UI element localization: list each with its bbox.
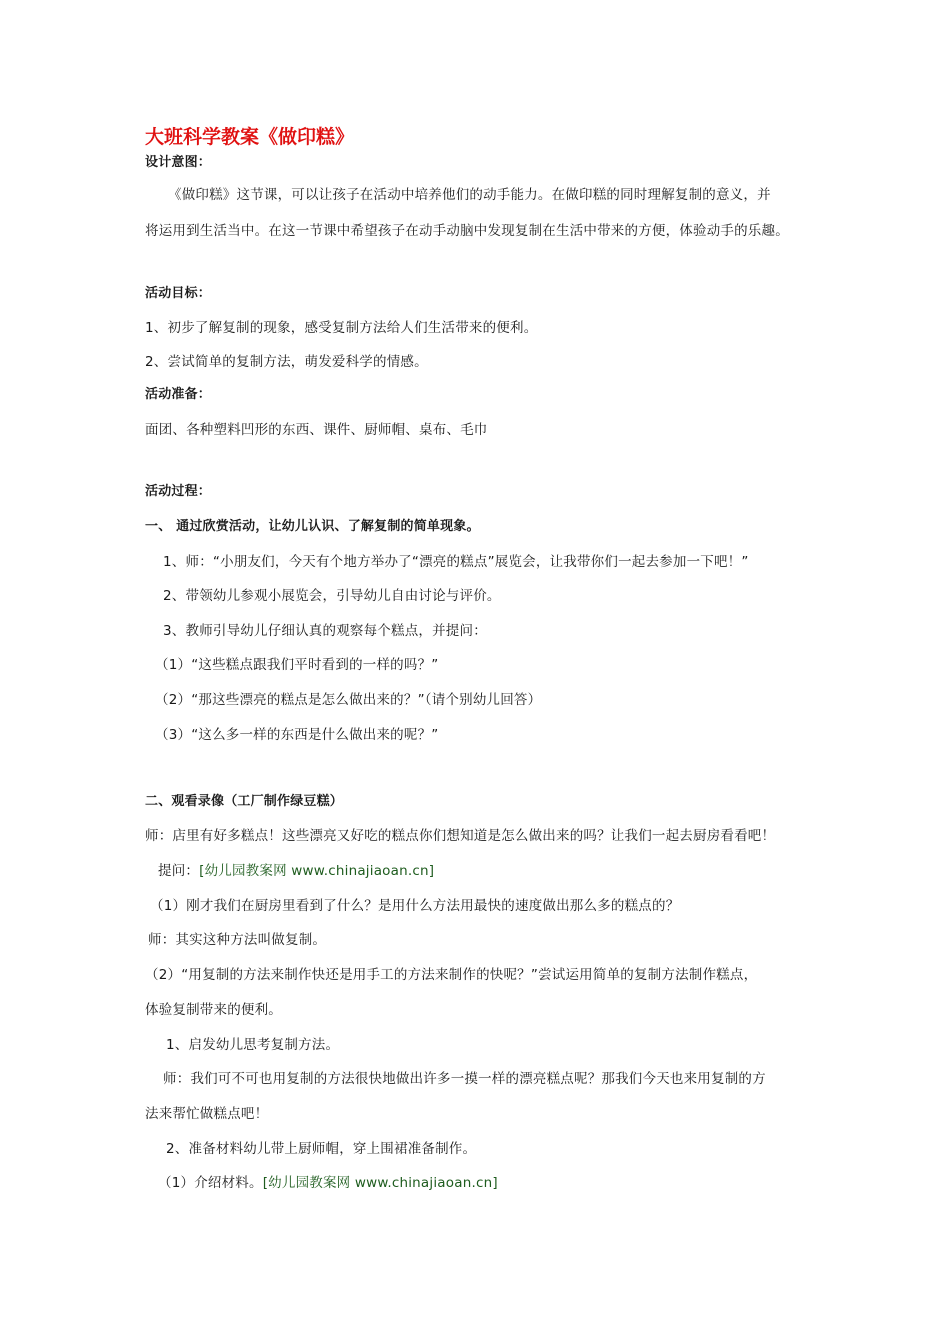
design-paragraph-line-2: 将运用到生活当中。在这一节课中希望孩子在动手动脑中发现复制在生活中带来的方便，体验动手的乐趣。 <box>145 223 789 239</box>
part2-step-2-sub-1 <box>158 1173 498 1193</box>
part2-ask-prefix: 提问： <box>158 863 200 879</box>
design-heading: 设计意图： <box>145 155 212 170</box>
part2-question-1: （1）刚才我们在厨房里看到了什么？是用什么方法用最快的速度做出那么多的糕点的？ <box>150 898 680 914</box>
goal-item-2: 2、尝试简单的复制方法，萌发爱科学的情感。 <box>145 354 428 370</box>
prep-items: 面团、各种塑料凹形的东西、课件、厨师帽、桌布、毛巾 <box>145 422 488 438</box>
website-link[interactable]: [幼儿园教案网 www.chinajiaoan.cn] <box>262 1175 498 1191</box>
part2-step-2: 2、准备材料幼儿带上厨师帽，穿上围裙准备制作。 <box>166 1141 477 1157</box>
part2-step-1-teacher-line-1: 师：我们可不可也用复制的方法很快地做出许多一摸一样的漂亮糕点呢？那我们今天也来用复制的方 <box>163 1071 766 1087</box>
design-paragraph-line-1: 《做印糕》这节课，可以让孩子在活动中培养他们的动手能力。在做印糕的同时理解复制的意义，并 <box>168 187 771 203</box>
part1-question-2: （2）“那这些漂亮的糕点是怎么做出来的？”（请个别幼儿回答） <box>155 692 542 708</box>
goal-item-1: 1、初步了解复制的现象，感受复制方法给人们生活带来的便利。 <box>145 320 538 336</box>
part1-step-1: 1、师：“小朋友们，今天有个地方举办了“漂亮的糕点”展览会，让我带你们一起去参加一下吧！” <box>163 554 749 570</box>
part2-heading: 二、观看录像（工厂制作绿豆糕） <box>145 794 344 809</box>
part1-step-3: 3、教师引导幼儿仔细认真的观察每个糕点，并提问： <box>163 623 487 639</box>
part1-step-2: 2、带领幼儿参观小展览会，引导幼儿自由讨论与评价。 <box>163 588 501 604</box>
part2-ask-line <box>158 861 434 881</box>
part1-question-3: （3）“这么多一样的东西是什么做出来的呢？” <box>155 727 439 743</box>
part2-step-1-teacher-line-2: 法来帮忙做糕点吧！ <box>145 1106 269 1122</box>
part2-teacher-line: 师：店里有好多糕点！这些漂亮又好吃的糕点你们想知道是怎么做出来的吗？让我们一起去厨房看看吧！ <box>145 828 776 844</box>
goal-heading: 活动目标： <box>145 286 212 301</box>
part2-step-2-sub-1-text: （1）介绍材料。 <box>158 1175 263 1191</box>
document-title: 大班科学教案《做印糕》 <box>145 126 355 148</box>
part2-step-1: 1、启发幼儿思考复制方法。 <box>166 1037 340 1053</box>
part1-heading: 一、 通过欣赏活动，让幼儿认识、了解复制的简单现象。 <box>145 519 480 534</box>
part2-question-2-line-2: 体验复制带来的便利。 <box>145 1002 282 1018</box>
prep-heading: 活动准备： <box>145 387 212 402</box>
website-link[interactable]: [幼儿园教案网 www.chinajiaoan.cn] <box>199 863 435 879</box>
part1-question-1: （1）“这些糕点跟我们平时看到的一样的吗？” <box>155 657 439 673</box>
process-heading: 活动过程： <box>145 484 212 499</box>
part2-question-2-line-1: （2）“用复制的方法来制作快还是用手工的方法来制作的快呢？”尝试运用简单的复制方法制作糕点， <box>145 967 758 983</box>
part2-teacher-line-2: 师：其实这种方法叫做复制。 <box>148 932 327 948</box>
